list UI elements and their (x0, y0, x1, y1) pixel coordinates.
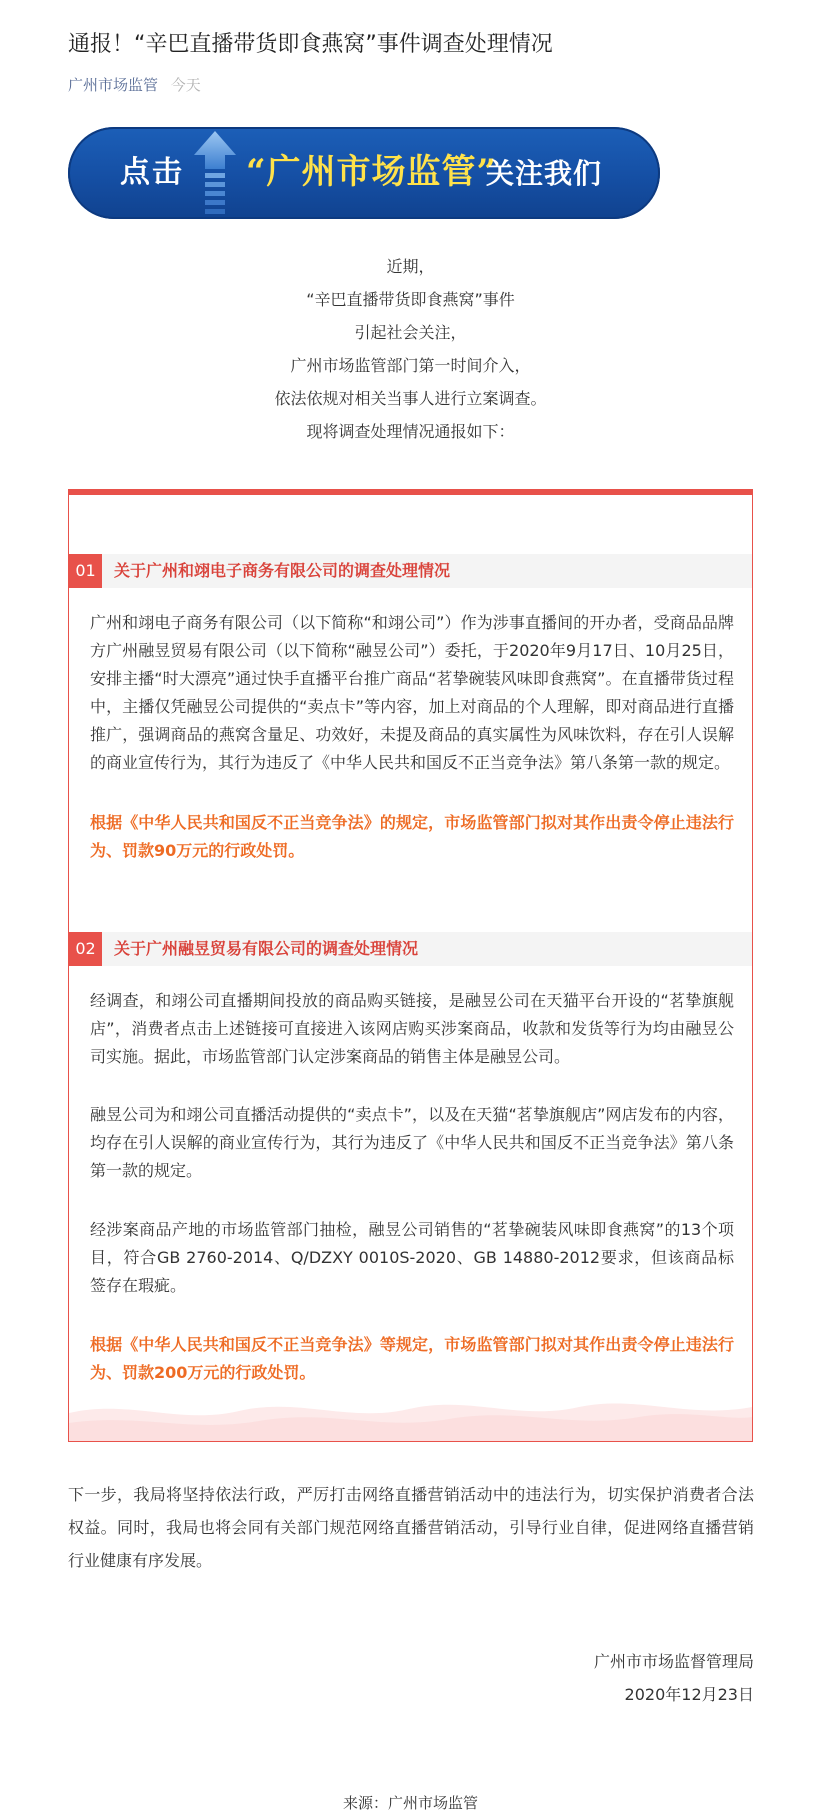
section-header-02 (69, 932, 752, 966)
findings-card (68, 489, 753, 1442)
banner-account-name: “广州市场监管” (246, 152, 498, 192)
decorative-wave (69, 1391, 752, 1441)
up-arrow-icon (192, 129, 238, 217)
intro-line: 现将调查处理情况通报如下： (306, 422, 515, 441)
section-title: 关于广州和翊电子商务有限公司的调查处理情况 (114, 561, 451, 580)
intro-line: 近期， (386, 257, 435, 276)
section-number: 02 (69, 932, 102, 966)
section-title: 关于广州融昱贸易有限公司的调查处理情况 (114, 939, 419, 958)
signature-org: 广州市市场监督管理局 (593, 1652, 754, 1671)
closing-paragraph: 下一步，我局将坚持依法行政，严厉打击网络直播营销活动中的违法行为，切实保护消费者合法权益。同时，我局也将会同有关部门规范网络直播营销活动，引导行业自律，促进网络直播营销行业健康有序发展。 (68, 1485, 754, 1570)
section-paragraph: 经调查，和翊公司直播期间投放的商品购买链接，是融昱公司在天猫平台开设的“茗挚旗舰店”，消费者点击上述链接可直接进入该网店购买涉案商品，收款和发货等行为均由融昱公司实施。据此，市场监管部门认定涉案商品的销售主体是融昱公司。 (90, 991, 734, 1066)
signature-date: 2020年12月23日 (624, 1685, 754, 1704)
source-line: 来源：广州市场监管 (342, 1794, 478, 1812)
account-name-link[interactable]: 广州市场监管 (68, 76, 159, 94)
section-paragraph: 经涉案商品产地的市场监管部门抽检，融昱公司销售的“茗挚碗装风味即食燕窝”的13个项目，符合GB 2760-2014、Q/DZXY 0010S-2020、GB 14880-2012要求，但该商品标签存在瑕疵。 (90, 1220, 734, 1295)
intro-line: 引起社会关注， (354, 323, 467, 342)
section-header-01 (69, 554, 752, 588)
section-paragraph: 融昱公司为和翊公司直播活动提供的“卖点卡”，以及在天猫“茗挚旗舰店”网店发布的内容，均存在引人误解的商业宣传行为，其行为违反了《中华人民共和国反不正当竞争法》第八条第一款的规定。 (90, 1105, 734, 1180)
section-paragraph: 广州和翊电子商务有限公司（以下简称“和翊公司”）作为涉事直播间的开办者，受商品品牌方广州融昱贸易有限公司（以下简称“融昱公司”）委托，于2020年9月17日、10月25日，安排主播“时大漂亮”通过快手直播平台推广商品“茗挚碗装风味即食燕窝”。在直播带货过程中，主播仅凭融昱公司提供的“卖点卡”等内容，加上对商品的个人理解，即对商品进行直播推广，强调商品的燕窝含量足、功效好，未提及商品的真实属性为风味饮料，存在引人误解的商业宣传行为，其行为违反了《中华人民共和国反不正当竞争法》第八条第一款的规定。 (90, 613, 734, 772)
intro-line: 广州市场监管部门第一时间介入， (290, 356, 531, 375)
banner-follow-text: 关注我们 (486, 157, 603, 190)
article-title: 通报！“辛巴直播带货即食燕窝”事件调查处理情况 (68, 32, 553, 57)
penalty-paragraph: 根据《中华人民共和国反不正当竞争法》的规定，市场监管部门拟对其作出责令停止违法行为、罚款90万元的行政处罚。 (90, 813, 734, 860)
intro-line: 依法依规对相关当事人进行立案调查。 (274, 389, 547, 408)
article-meta (68, 74, 201, 96)
publish-time: 今天 (170, 76, 201, 94)
card-top-bar (68, 489, 753, 495)
follow-banner[interactable] (68, 127, 660, 219)
intro-line: “辛巴直播带货即食燕窝”事件 (306, 290, 515, 309)
intro-block (68, 250, 753, 448)
penalty-paragraph: 根据《中华人民共和国反不正当竞争法》等规定，市场监管部门拟对其作出责令停止违法行为、罚款200万元的行政处罚。 (90, 1335, 734, 1382)
section-number: 01 (69, 554, 102, 588)
banner-click-text: 点击 (120, 155, 184, 190)
